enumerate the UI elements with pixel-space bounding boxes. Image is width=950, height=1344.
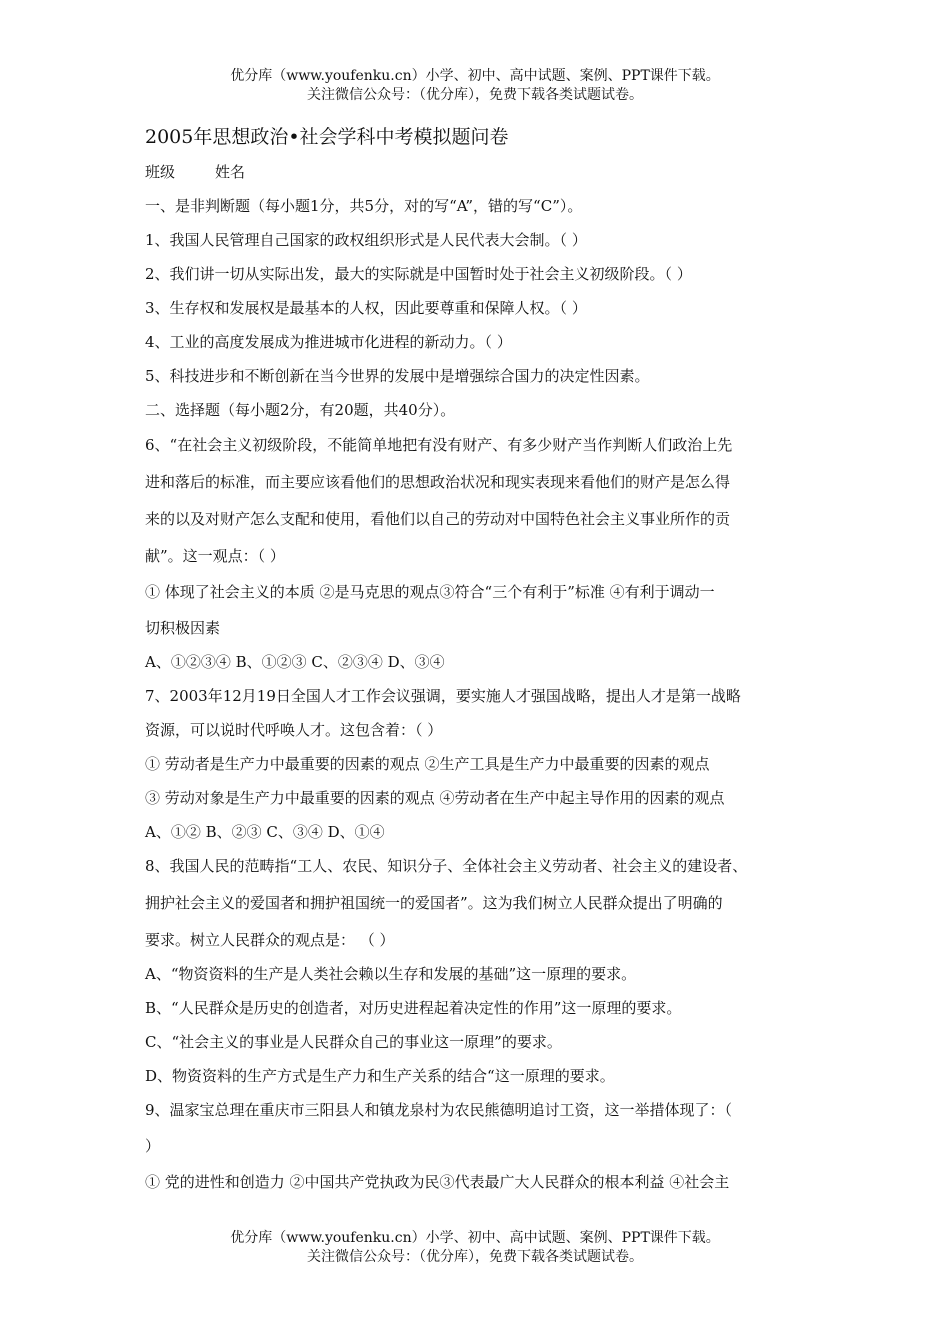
question-2: 2、我们讲一切从实际出发，最大的实际就是中国暂时处于社会主义初级阶段。（ ） [145,265,692,283]
section-1-heading: 一、是非判断题（每小题1分，共5分，对的写“A”，错的写“C”）。 [145,197,583,215]
header-line-2: 关注微信公众号：（优分库），免费下载各类试题试卷。 [307,87,643,103]
question-7-answers: A、①② B、②③ C、③④ D、①④ [145,823,385,841]
question-8-line: 要求。树立人民群众的观点是： （ ） [145,931,395,949]
question-8-option-a: A、“物资资料的生产是人类社会赖以生存和发展的基础”这一原理的要求。 [145,965,637,983]
question-4: 4、工业的高度发展成为推进城市化进程的新动力。（ ） [145,333,512,351]
question-1: 1、我国人民管理自己国家的政权组织形式是人民代表大会制。（ ） [145,231,587,249]
question-6-options: 切积极因素 [145,619,221,637]
document-title: 2005年思想政治•社会学科中考模拟题问卷 [145,126,509,148]
question-8-line: 拥护社会主义的爱国者和拥护祖国统一的爱国者”。这为我们树立人民群众提出了明确的 [145,894,723,912]
question-8-option-b: B、“人民群众是历史的创造者，对历史进程起着决定性的作用”这一原理的要求。 [145,999,682,1017]
question-6-line: 来的以及对财产怎么支配和使用，看他们以自己的劳动对中国特色社会主义事业所作的贡 [145,510,731,528]
question-7-line: 资源，可以说时代呼唤人才。这包含着：（ ） [145,721,443,739]
question-7-options: ① 劳动者是生产力中最重要的因素的观点 ②生产工具是生产力中最重要的因素的观点 [145,755,710,773]
question-8-option-d: D、物资资料的生产方式是生产力和生产关系的结合“这一原理的要求。 [145,1067,615,1085]
question-3: 3、生存权和发展权是最基本的人权，因此要尊重和保障人权。（ ） [145,299,587,317]
question-6-line: 6、“在社会主义初级阶段，不能简单地把有没有财产、有多少财产当作判断人们政治上先 [145,436,733,454]
document-body [145,125,825,1191]
question-9-line: 9、温家宝总理在重庆市三阳县人和镇龙泉村为农民熊德明追讨工资，这一举措体现了：（ [145,1101,733,1119]
header-line-1: 优分库（www.youfenku.cn）小学、初中、高中试题、案例、PPT课件下载。 [230,68,720,84]
question-5: 5、科技进步和不断创新在当今世界的发展中是增强综合国力的决定性因素。 [145,367,650,385]
class-name-row [145,163,825,181]
question-7-options: ③ 劳动对象是生产力中最重要的因素的观点 ④劳动者在生产中起主导作用的因素的观点 [145,789,725,807]
question-8-line: 8、我国人民的范畴指“工人、农民、知识分子、全体社会主义劳动者、社会主义的建设者、 [145,857,748,875]
footer-line-1: 优分库（www.youfenku.cn）小学、初中、高中试题、案例、PPT课件下载。 [230,1230,720,1246]
question-6-line: 进和落后的标准，而主要应该看他们的思想政治状况和现实表现来看他们的财产是怎么得 [145,473,731,491]
question-6-line: 献”。这一观点：（ ） [145,547,285,565]
question-7-line: 7、2003年12月19日全国人才工作会议强调，要实施人才强国战略，提出人才是第一战略 [145,687,741,705]
page-footer [0,1229,950,1267]
question-9-options: ① 党的进性和创造力 ②中国共产党执政为民③代表最广大人民群众的根本利益 ④社会主 [145,1173,730,1191]
question-6-options: ① 体现了社会主义的本质 ②是马克思的观点③符合“三个有利于”标准 ④有利于调动一 [145,583,715,601]
name-label: 姓名 [215,163,246,181]
page-header [0,67,950,105]
section-2-heading: 二、选择题（每小题2分，有20题，共40分）。 [145,401,456,419]
question-6-answers: A、①②③④ B、①②③ C、②③④ D、③④ [145,653,445,671]
question-9-line: ） [145,1137,161,1155]
footer-line-2: 关注微信公众号：（优分库），免费下载各类试题试卷。 [307,1249,643,1265]
class-label: 班级 [145,163,176,181]
question-8-option-c: C、“社会主义的事业是人民群众自己的事业这一原理”的要求。 [145,1033,562,1051]
